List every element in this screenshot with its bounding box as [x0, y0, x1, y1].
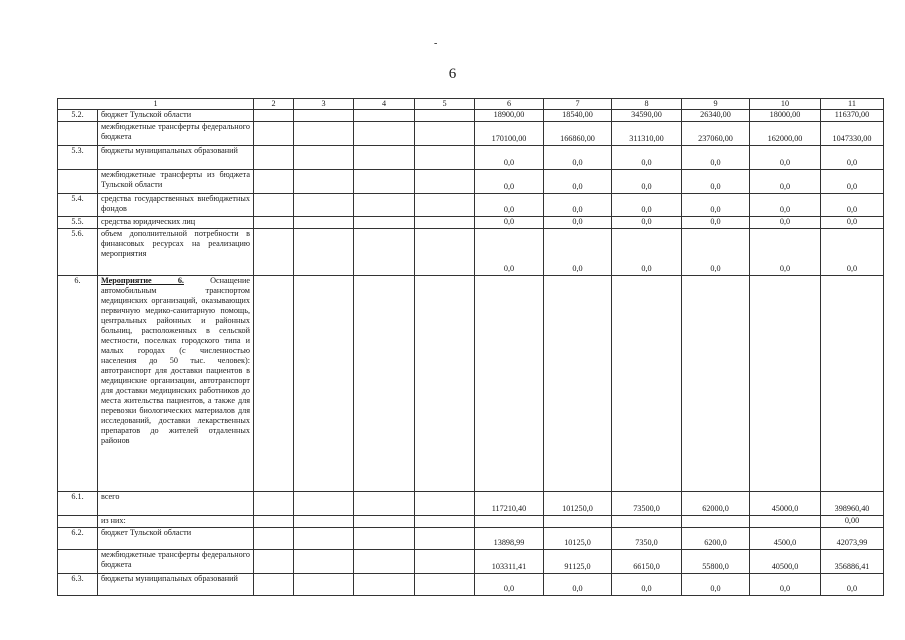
- value-cell: [544, 516, 612, 528]
- row-number: 6.1.: [58, 492, 98, 516]
- empty-cell: [294, 110, 354, 122]
- header-cell: 7: [544, 99, 612, 110]
- empty-cell: [294, 528, 354, 550]
- row-description: [98, 528, 254, 550]
- value-cell: 103311,41: [475, 550, 544, 574]
- row-description: [98, 229, 254, 276]
- empty-cell: [354, 528, 415, 550]
- empty-cell: [354, 194, 415, 217]
- empty-cell: [254, 146, 294, 170]
- description-text: средства государственных внебюджетных фондов: [101, 194, 250, 213]
- header-cell: 2: [254, 99, 294, 110]
- value-cell: 0,0: [544, 229, 612, 276]
- value-cell: 0,0: [750, 217, 821, 229]
- empty-cell: [294, 574, 354, 596]
- header-row: [58, 99, 884, 110]
- empty-cell: [254, 194, 294, 217]
- value-cell: 73500,0: [612, 492, 682, 516]
- empty-cell: [415, 110, 475, 122]
- value-cell: 398960,40: [821, 492, 884, 516]
- value-cell: 7350,0: [612, 528, 682, 550]
- description-text: бюджеты муниципальных образований: [101, 146, 238, 155]
- empty-cell: [294, 170, 354, 194]
- row-number: 6.3.: [58, 574, 98, 596]
- description-text: межбюджетные трансферты федерального бюджета: [101, 550, 250, 569]
- description-text: Оснащение автомобильным транспортом медицинских организаций, оказывающих первичную медико-санитарную помощь, центральных районных и районных больниц, расположенных в сельской местности, поселках городского типа и малых городах (с численностью населения до 50 тыс. человек): автотранспорт для доставки пациентов в медицинские организации, автотранспорт для доставки медицинских работников до места жительства пациентов, а также для перевозки биологических материалов для исследований, доставки лекарственных препаратов до жителей отдаленных районов: [101, 276, 250, 445]
- value-cell: [821, 276, 884, 492]
- value-cell: 0,0: [544, 217, 612, 229]
- value-cell: 0,0: [682, 170, 750, 194]
- table-row: [58, 146, 884, 170]
- header-cell: 9: [682, 99, 750, 110]
- table-row: [58, 229, 884, 276]
- description-text: всего: [101, 492, 120, 501]
- empty-cell: [294, 229, 354, 276]
- empty-cell: [415, 574, 475, 596]
- value-cell: 117210,40: [475, 492, 544, 516]
- description-text: бюджеты муниципальных образований: [101, 574, 238, 583]
- empty-cell: [254, 550, 294, 574]
- empty-cell: [354, 229, 415, 276]
- value-cell: 26340,00: [682, 110, 750, 122]
- value-cell: 0,0: [682, 229, 750, 276]
- row-number: 6.2.: [58, 528, 98, 550]
- value-cell: 0,0: [682, 146, 750, 170]
- value-cell: 4500,0: [750, 528, 821, 550]
- value-cell: 0,0: [750, 194, 821, 217]
- value-cell: 45000,0: [750, 492, 821, 516]
- value-cell: 0,0: [821, 217, 884, 229]
- empty-cell: [415, 217, 475, 229]
- row-number: 5.3.: [58, 146, 98, 170]
- value-cell: 101250,0: [544, 492, 612, 516]
- value-cell: [612, 276, 682, 492]
- empty-cell: [415, 550, 475, 574]
- value-cell: [544, 276, 612, 492]
- empty-cell: [294, 194, 354, 217]
- empty-cell: [294, 276, 354, 492]
- value-cell: 0,0: [475, 146, 544, 170]
- row-description: [98, 276, 254, 492]
- empty-cell: [294, 492, 354, 516]
- row-number: [58, 516, 98, 528]
- empty-cell: [294, 516, 354, 528]
- value-cell: [750, 516, 821, 528]
- value-cell: 1047330,00: [821, 122, 884, 146]
- row-number: 5.6.: [58, 229, 98, 276]
- value-cell: 18540,00: [544, 110, 612, 122]
- empty-cell: [254, 122, 294, 146]
- value-cell: 0,0: [682, 217, 750, 229]
- description-text: межбюджетные трансферты из бюджета Тульской области: [101, 170, 250, 189]
- value-cell: 13898,99: [475, 528, 544, 550]
- empty-cell: [294, 122, 354, 146]
- value-cell: 0,0: [821, 146, 884, 170]
- value-cell: 0,0: [544, 170, 612, 194]
- empty-cell: [294, 550, 354, 574]
- value-cell: 0,0: [821, 170, 884, 194]
- empty-cell: [415, 229, 475, 276]
- value-cell: [682, 516, 750, 528]
- value-cell: 0,0: [612, 146, 682, 170]
- row-description: [98, 194, 254, 217]
- value-cell: 34590,00: [612, 110, 682, 122]
- table-row: [58, 276, 884, 492]
- empty-cell: [354, 574, 415, 596]
- value-cell: 62000,0: [682, 492, 750, 516]
- empty-cell: [254, 492, 294, 516]
- row-number: [58, 170, 98, 194]
- empty-cell: [354, 110, 415, 122]
- row-number: [58, 122, 98, 146]
- empty-cell: [354, 217, 415, 229]
- description-text: бюджет Тульской области: [101, 110, 192, 119]
- empty-cell: [354, 516, 415, 528]
- empty-cell: [354, 170, 415, 194]
- value-cell: 40500,0: [750, 550, 821, 574]
- value-cell: 0,0: [682, 574, 750, 596]
- row-description: [98, 146, 254, 170]
- value-cell: 18000,00: [750, 110, 821, 122]
- value-cell: 42073,99: [821, 528, 884, 550]
- empty-cell: [354, 276, 415, 492]
- table-row: [58, 516, 884, 528]
- value-cell: 356886,41: [821, 550, 884, 574]
- value-cell: 55800,0: [682, 550, 750, 574]
- empty-cell: [254, 110, 294, 122]
- table-row: [58, 217, 884, 229]
- row-description: [98, 170, 254, 194]
- description-text: объем дополнительной потребности в финансовых ресурсах на реализацию мероприятия: [101, 229, 250, 258]
- row-description: [98, 492, 254, 516]
- header-cell: 11: [821, 99, 884, 110]
- value-cell: 6200,0: [682, 528, 750, 550]
- row-number: [58, 550, 98, 574]
- value-cell: [475, 276, 544, 492]
- value-cell: 18900,00: [475, 110, 544, 122]
- empty-cell: [354, 492, 415, 516]
- description-text: средства юридических лиц: [101, 217, 196, 226]
- value-cell: 66150,0: [612, 550, 682, 574]
- value-cell: 0,0: [475, 170, 544, 194]
- row-description: [98, 550, 254, 574]
- value-cell: 0,0: [750, 170, 821, 194]
- value-cell: [475, 516, 544, 528]
- description-text: бюджет Тульской области: [101, 528, 192, 537]
- value-cell: 166860,00: [544, 122, 612, 146]
- value-cell: 0,0: [475, 229, 544, 276]
- row-description: [98, 122, 254, 146]
- empty-cell: [415, 194, 475, 217]
- header-cell: 4: [354, 99, 415, 110]
- value-cell: 237060,00: [682, 122, 750, 146]
- table-row: [58, 122, 884, 146]
- value-cell: 0,0: [544, 194, 612, 217]
- value-cell: 0,00: [821, 516, 884, 528]
- empty-cell: [354, 550, 415, 574]
- empty-cell: [254, 574, 294, 596]
- budget-table: [57, 98, 884, 596]
- empty-cell: [354, 146, 415, 170]
- empty-cell: [254, 229, 294, 276]
- value-cell: 170100,00: [475, 122, 544, 146]
- header-cell: 6: [475, 99, 544, 110]
- table-row: [58, 170, 884, 194]
- value-cell: 0,0: [612, 217, 682, 229]
- row-description: [98, 574, 254, 596]
- measure-title: Мероприятие 6.: [101, 276, 184, 285]
- table-row: [58, 110, 884, 122]
- header-cell: 10: [750, 99, 821, 110]
- empty-cell: [415, 516, 475, 528]
- value-cell: 116370,00: [821, 110, 884, 122]
- empty-cell: [415, 122, 475, 146]
- value-cell: 0,0: [612, 229, 682, 276]
- empty-cell: [415, 528, 475, 550]
- description-text: из них:: [101, 516, 126, 525]
- table-row: [58, 550, 884, 574]
- row-number: 6.: [58, 276, 98, 492]
- top-mark: -: [434, 38, 438, 49]
- empty-cell: [415, 146, 475, 170]
- value-cell: 0,0: [821, 229, 884, 276]
- value-cell: 0,0: [821, 574, 884, 596]
- value-cell: 0,0: [612, 194, 682, 217]
- row-number: 5.5.: [58, 217, 98, 229]
- value-cell: 0,0: [750, 146, 821, 170]
- header-cell: 5: [415, 99, 475, 110]
- empty-cell: [254, 170, 294, 194]
- value-cell: 0,0: [821, 194, 884, 217]
- row-number: 5.4.: [58, 194, 98, 217]
- value-cell: 0,0: [475, 574, 544, 596]
- value-cell: 0,0: [544, 574, 612, 596]
- description-text: межбюджетные трансферты федерального бюджета: [101, 122, 250, 141]
- header-cell: 3: [294, 99, 354, 110]
- value-cell: 311310,00: [612, 122, 682, 146]
- empty-cell: [354, 122, 415, 146]
- value-cell: 162000,00: [750, 122, 821, 146]
- empty-cell: [415, 276, 475, 492]
- value-cell: 0,0: [750, 574, 821, 596]
- value-cell: [682, 276, 750, 492]
- value-cell: 0,0: [750, 229, 821, 276]
- value-cell: 0,0: [544, 146, 612, 170]
- header-cell: 8: [612, 99, 682, 110]
- header-cell: 1: [58, 99, 254, 110]
- empty-cell: [294, 217, 354, 229]
- row-description: [98, 217, 254, 229]
- row-description: [98, 110, 254, 122]
- empty-cell: [254, 516, 294, 528]
- value-cell: 0,0: [475, 194, 544, 217]
- table-row: [58, 194, 884, 217]
- value-cell: 0,0: [475, 217, 544, 229]
- value-cell: 10125,0: [544, 528, 612, 550]
- table-row: [58, 492, 884, 516]
- empty-cell: [415, 170, 475, 194]
- table-row: [58, 574, 884, 596]
- empty-cell: [254, 276, 294, 492]
- empty-cell: [254, 528, 294, 550]
- empty-cell: [254, 217, 294, 229]
- value-cell: 0,0: [682, 194, 750, 217]
- value-cell: [612, 516, 682, 528]
- row-number: 5.2.: [58, 110, 98, 122]
- value-cell: 91125,0: [544, 550, 612, 574]
- empty-cell: [294, 146, 354, 170]
- value-cell: 0,0: [612, 170, 682, 194]
- empty-cell: [415, 492, 475, 516]
- value-cell: 0,0: [612, 574, 682, 596]
- table-row: [58, 528, 884, 550]
- page-number: 6: [448, 66, 457, 82]
- value-cell: [750, 276, 821, 492]
- row-description: [98, 516, 254, 528]
